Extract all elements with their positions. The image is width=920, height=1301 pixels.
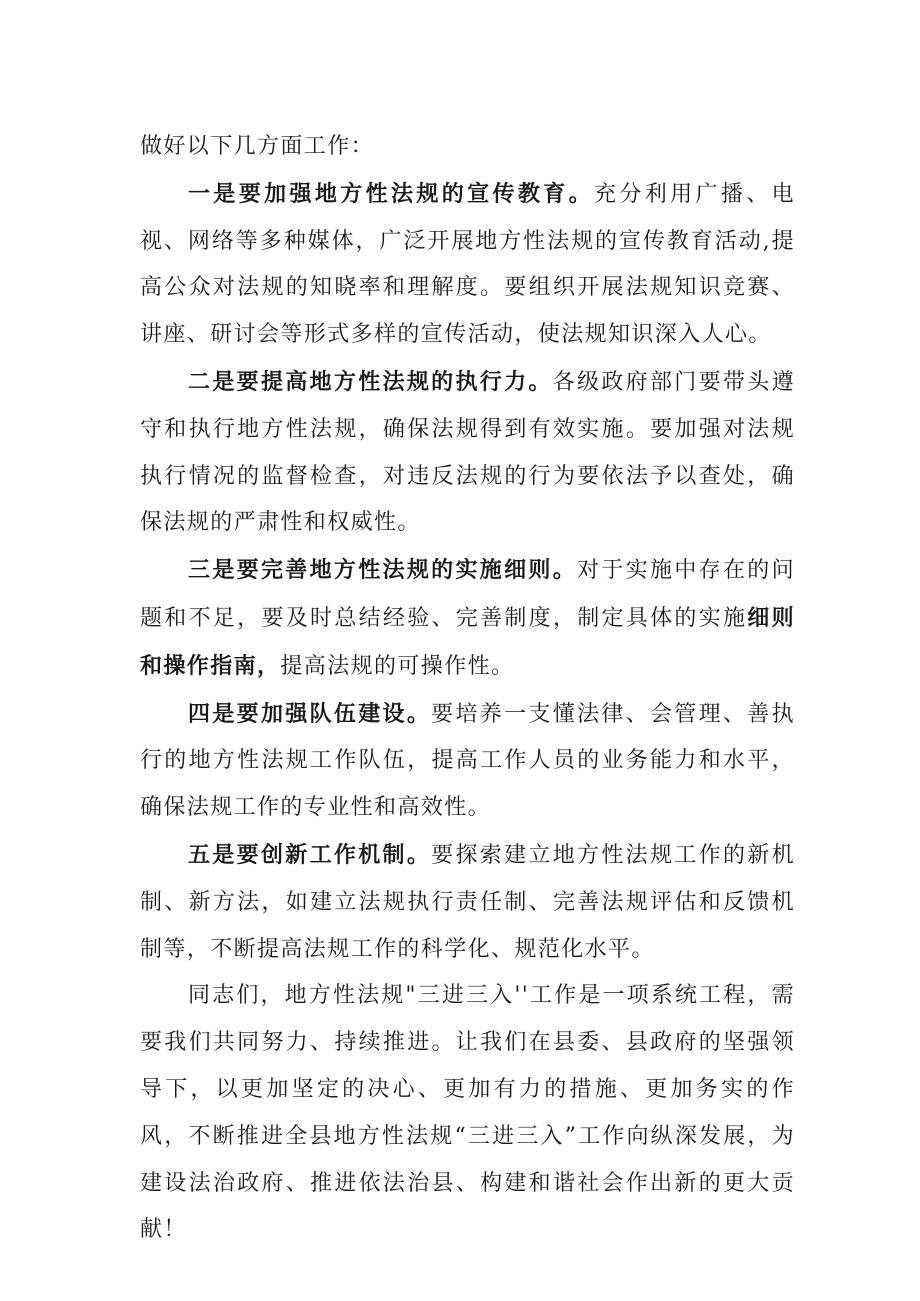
paragraph-item-1 (140, 171, 795, 359)
paragraph-item-4 (140, 691, 795, 832)
closing-paragraph: 同志们，地方性法规"三进三入''工作是一项系统工程，需要我们共同努力、持续推进。让我们在县委、县政府的坚强领导下，以更加坚定的决心、更加有力的措施、更加务实的作风，不断推进全县地方性法规“三进三入”工作向纵深发展，为建设法治政府、推进依法治县、构建和谐社会作出新的更大贡献！ (140, 983, 795, 1243)
paragraph-item-2 (140, 359, 795, 547)
item-1-heading: 一是要加强地方性法规的宣传教育。 (188, 180, 594, 207)
item-3-body-end: 提高法规的可操作性。 (280, 653, 515, 679)
item-5-body: 要探索建立地方性法规工作的新机制、新方法，如建立法规执行责任制、完善法规评估和反馈机制等，不断提高法规工作的科学化、规范化水平。 (140, 842, 795, 962)
document-body (140, 124, 795, 1254)
paragraph-item-3 (140, 547, 795, 690)
item-4-heading: 四是要加强队伍建设。 (188, 700, 432, 727)
item-3-heading: 三是要完善地方性法规的实施细则。 (188, 557, 578, 584)
item-2-body: 各级政府部门要带头遵守和执行地方性法规，确保法规得到有效实施。要加强对法规执行情况的监督检查，对违反法规的行为要依法予以查处，确保法规的严肃性和权威性。 (140, 369, 795, 536)
item-1-body: 充分利用广播、电视、网络等多种媒体，广泛开展地方性法规的宣传教育活动,提高公众对法规的知晓率和理解度。要组织开展法规知识竞赛、讲座、研讨会等形式多样的宣传活动，使法规知识深入人心。 (140, 181, 795, 348)
paragraph-item-5 (140, 832, 795, 973)
intro-paragraph: 做好以下几方面工作： (140, 134, 375, 159)
item-3-body-bold: 细则和操作指南， (140, 604, 795, 679)
item-5-heading: 五是要创新工作机制。 (188, 841, 432, 868)
item-3-body-start: 对于实施中存在的问题和不足，要及时总结经验、完善制度，制定具体的实施 (140, 558, 795, 631)
item-2-heading: 二是要提高地方性法规的执行力。 (188, 368, 553, 395)
item-4-body: 要培养一支懂法律、会管理、善执行的地方性法规工作队伍，提高工作人员的业务能力和水平，确保法规工作的专业性和高效性。 (140, 701, 795, 821)
